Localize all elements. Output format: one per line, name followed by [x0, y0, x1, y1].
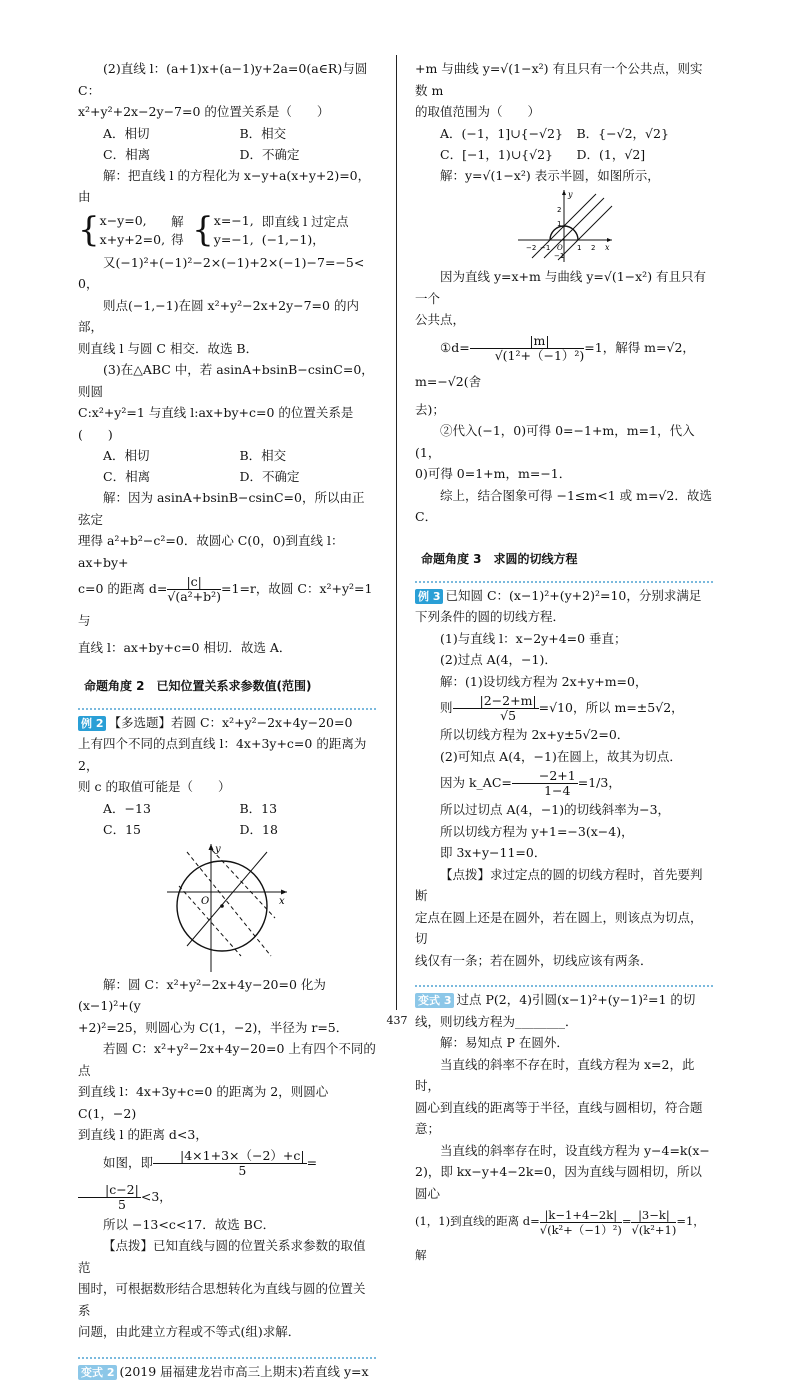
denominator: √(k²+1) — [631, 1223, 676, 1237]
tick-2: 2 — [591, 244, 595, 252]
semicircle-figure — [514, 188, 614, 264]
numerator: |k−1+4−2k| — [540, 1208, 622, 1223]
example-3-tag: 例 3 — [415, 589, 443, 604]
circle-lines-figure — [167, 842, 287, 972]
equals-sign: = — [622, 1214, 632, 1228]
var2-solution-4 — [415, 331, 713, 399]
ex3-condition-2: (2)过点 A(4，−1)． — [415, 649, 713, 671]
origin-label: O — [201, 896, 209, 907]
origin-label: O — [557, 244, 563, 252]
system-eq-2: x+y+2=0, — [100, 230, 165, 249]
ex2-stem-text: 【多选题】若圆 C：x²+y²−2x+4y−20=0 — [108, 715, 352, 730]
y-axis-arrow — [562, 190, 566, 195]
ex3-solution-5 — [415, 767, 713, 799]
system-sol-2: y=−1, — [214, 230, 254, 249]
tip-1: 【点拨】已知直线与圆的位置关系求参数的取值范 — [78, 1235, 376, 1278]
ex3-stem-cont: 下列条件的圆的切线方程． — [415, 606, 713, 628]
ex3-solution-1: 解：(1)设切线方程为 2x+y+m=0， — [415, 671, 713, 693]
ex3-solution-2-tail: =√10，所以 m=±5√2， — [539, 700, 684, 715]
option-b: B．相交 — [240, 123, 377, 144]
ex2-stem — [78, 712, 376, 734]
var3-solution-6-tail: =1，解 — [415, 1214, 705, 1262]
q2-options — [103, 123, 376, 144]
ex3-solution-3: 所以切线方程为 2x+y±5√2=0． — [415, 724, 713, 746]
tick-neg1: −1 — [540, 244, 550, 252]
var2-distance-fraction — [470, 334, 585, 363]
ex2-solution-5: 到直线 l 的距离 d<3， — [78, 1124, 376, 1146]
q2-solution-1: 解：把直线 l 的方程化为 x−y+a(x+y+2)=0，由 — [78, 165, 376, 208]
denominator: √(a²+b²) — [167, 590, 221, 604]
tip-2: 定点在圆上还是在圆外，若在圆上，则该点为切点，切 — [415, 907, 713, 950]
ex3-solution-2 — [415, 692, 713, 724]
denominator: 5 — [78, 1198, 141, 1212]
example-3-box — [415, 581, 713, 628]
ex2-distance-fraction — [153, 1149, 307, 1178]
ex2-solution-2: +2)²=25，则圆心为 C(1，−2)，半径为 r=5． — [78, 1017, 376, 1039]
slope-result: =1/3， — [578, 775, 621, 790]
var2-stem-cont: +m 与曲线 y=√(1−x²) 有且只有一个公共点，则实数 m — [415, 58, 713, 101]
x-label: x — [279, 896, 285, 907]
numerator: |3−k| — [631, 1208, 676, 1223]
ex2-solution-6-lead: 如图，即 — [103, 1155, 153, 1170]
q2-solution-3: 0， — [78, 273, 376, 295]
var2-solution-8: 综上，结合图象可得 −1≤m<1 或 m=√2．故选 C． — [415, 485, 713, 528]
var2-solution-6: ②代入(−1，0)可得 0=−1+m，m=1，代入(1， — [415, 420, 713, 463]
numerator: |c| — [167, 575, 221, 590]
ex2-stem-cont-2: 则 c 的取值可能是（ ） — [78, 776, 376, 798]
ex3-distance-fraction — [453, 694, 539, 723]
y-label: y — [567, 190, 573, 199]
tick-y1: 1 — [557, 220, 561, 228]
option-a: A．相切 — [103, 445, 240, 466]
var3-solution-5: 2)，即 kx−y+4−2k=0，因为直线与圆相切，所以圆心 — [415, 1161, 713, 1204]
option-b: B．相交 — [240, 445, 377, 466]
q2-stem-cont: x²+y²+2x−2y−7=0 的位置关系是（ ） — [78, 101, 376, 123]
ex2-solution-7: 所以 −13<c<17．故选 BC． — [78, 1214, 376, 1236]
example-2-tag: 例 2 — [78, 716, 106, 731]
var3-distance-label: (1，1)到直线的距离 d= — [415, 1214, 540, 1228]
x-axis-arrow — [607, 238, 612, 242]
section-heading-2: 命题角度 2 已知位置关系求参数值(范围) — [84, 677, 376, 694]
var3-stem-cont: 线，则切线方程为________． — [415, 1011, 713, 1033]
option-a: A．−13 — [103, 798, 240, 819]
line-through-1 — [558, 206, 612, 260]
system-solve-label: 解得 — [171, 212, 190, 248]
q3-solution-2: 理得 a²+b²−c²=0．故圆心 C(0，0)到直线 l：ax+by+ — [78, 530, 376, 573]
var2-distance-result: =1，解得 m=√2，m=−√2(舍 — [415, 340, 695, 389]
var2-stem-cont-2: 的取值范围为（ ） — [415, 101, 713, 123]
denominator: √5 — [453, 709, 539, 723]
option-c: C．相离 — [103, 144, 240, 165]
var3-distance-fraction — [540, 1208, 622, 1237]
system-conclusion: 即直线 l 过定点(−1,−1)， — [262, 212, 376, 248]
ex3-solution-8: 即 3x+y−11=0． — [415, 842, 713, 864]
numerator: |4×1+3×（−2）+c| — [153, 1149, 307, 1164]
ex2-solution-4: 到直线 l：4x+3y+c=0 的距离为 2，则圆心 C(1，−2) — [78, 1081, 376, 1124]
var2-solution-2: 因为直线 y=x+m 与曲线 y=√(1−x²) 有且只有一个 — [415, 266, 713, 309]
denominator: √(k²+（−1）²) — [540, 1223, 622, 1237]
var3-stem-text: 过点 P(2，4)引圆(x−1)²+(y−1)²=1 的切 — [456, 992, 695, 1007]
q3-solution-3 — [78, 573, 376, 637]
q3-stem: (3)在△ABC 中，若 asinA+bsinB−csinC=0，则圆 — [78, 359, 376, 402]
q3-distance-label: c=0 的距离 d= — [78, 581, 167, 596]
q2-solution-2: 又(−1)²+(−1)²−2×(−1)+2×(−1)−7=−5< — [78, 252, 376, 274]
tip-3: 线仅有一条；若在圆外，切线应该有两条． — [415, 950, 713, 972]
option-d: D．(1，√2] — [577, 144, 714, 165]
var3-solution-6 — [415, 1204, 713, 1272]
variant-2-tag: 变式 2 — [78, 1365, 117, 1380]
q3-stem-cont: C:x²+y²=1 与直线 l:ax+by+c=0 的位置关系是( ) — [78, 402, 376, 445]
tick-yneg1: −1 — [554, 252, 564, 260]
q2-solution-4: 则点(−1,−1)在圆 x²+y²−2x+2y−7=0 的内部， — [78, 295, 376, 338]
numerator: |m| — [470, 334, 585, 349]
tick-y2: 2 — [557, 206, 561, 214]
ex2-options-2 — [103, 819, 376, 840]
ex3-solution-7: 所以切线方程为 y+1=−3(x−4)， — [415, 821, 713, 843]
ex3-solution-6: 所以过切点 A(4，−1)的切线斜率为−3， — [415, 799, 713, 821]
left-column — [78, 58, 376, 1382]
q2-solution-5: 则直线 l 与圆 C 相交．故选 B． — [78, 338, 376, 360]
var2-options — [440, 123, 713, 144]
system-eq-1: x−y=0, — [100, 211, 165, 230]
denominator: 1−4 — [512, 784, 578, 798]
var3-solution-2: 当直线的斜率不存在时，直线方程为 x=2，此时， — [415, 1054, 713, 1097]
q3-options-2 — [103, 466, 376, 487]
right-column — [415, 58, 713, 1272]
option-b: B．{−√2，√2} — [577, 123, 714, 144]
slope-label: 因为 k_AC= — [440, 775, 512, 790]
q3-solution-1: 解：因为 asinA+bsinB−csinC=0，所以由正弦定 — [78, 487, 376, 530]
option-c: C．相离 — [103, 466, 240, 487]
var3-solution-4: 当直线的斜率存在时，设直线方程为 y−4=k(x− — [415, 1140, 713, 1162]
var2-stem — [78, 1361, 376, 1382]
tip-3: 问题，由此建立方程或不等式(组)求解． — [78, 1321, 376, 1343]
ex3-stem-text: 已知圆 C：(x−1)²+(y+2)²=10，分别求满足 — [445, 588, 701, 603]
ex2-solution-6 — [78, 1146, 376, 1214]
option-c: C．15 — [103, 819, 240, 840]
var2-solution-7: 0)可得 0=1+m，m=−1． — [415, 463, 713, 485]
ex3-solution-4: (2)可知点 A(4，−1)在圆上，故其为切点． — [415, 746, 713, 768]
y-axis-arrow — [209, 844, 214, 850]
tip-2: 围时，可根据数形结合思想转化为直线与圆的位置关系 — [78, 1278, 376, 1321]
dashed-line-2 — [212, 850, 275, 918]
var3-solution-1: 解：易知点 P 在圆外． — [415, 1032, 713, 1054]
q2-options-2 — [103, 144, 376, 165]
var2-solution-5: 去)； — [415, 399, 713, 421]
option-d: D．不确定 — [240, 144, 377, 165]
ex2-solution-3: 若圆 C：x²+y²−2x+4y−20=0 上有四个不同的点 — [78, 1038, 376, 1081]
numerator: −2+1 — [512, 769, 578, 784]
q2-system: { x−y=0, x+y+2=0, 解得 { x=−1, y=−1, 即直线 l 过定点(−1,−1)， — [78, 208, 376, 252]
page-number: 437 — [0, 1014, 794, 1027]
var3-solution-3: 圆心到直线的距离等于半径，直线与圆相切，符合题意； — [415, 1097, 713, 1140]
option-d: D．18 — [240, 819, 377, 840]
x-axis-arrow — [281, 889, 287, 894]
x-label: x — [605, 243, 610, 252]
variant-2-box — [78, 1357, 376, 1382]
tick-neg2: −2 — [526, 244, 536, 252]
ex3-solution-2-lead: 则 — [440, 700, 453, 715]
option-d: D．不确定 — [240, 466, 377, 487]
var3-simplified-fraction — [631, 1208, 676, 1237]
ex2-stem-cont: 上有四个不同的点到直线 l：4x+3y+c=0 的距离为 2， — [78, 733, 376, 776]
denominator: √(1²+（−1）²) — [470, 349, 585, 363]
ex3-stem — [415, 585, 713, 607]
q3-solution-4: 直线 l：ax+by+c=0 相切．故选 A． — [78, 637, 376, 659]
var2-options-2 — [440, 144, 713, 165]
option-b: B．13 — [240, 798, 377, 819]
y-label: y — [214, 844, 221, 855]
var2-stem-text: (2019 届福建龙岩市高三上期末)若直线 y=x — [119, 1364, 368, 1379]
tick-1: 1 — [577, 244, 581, 252]
ex3-condition-1: (1)与直线 l：x−2y+4=0 垂直； — [415, 628, 713, 650]
var2-solution-1: 解：y=√(1−x²) 表示半圆，如图所示， — [415, 165, 713, 187]
variant-3-tag: 变式 3 — [415, 993, 454, 1008]
option-a: A．(−1，1]∪{−√2} — [440, 123, 577, 144]
q3-distance-result: =1=r，故圆 C：x²+y²=1 与 — [78, 581, 372, 628]
dashed-line-3 — [179, 886, 241, 956]
q3-options — [103, 445, 376, 466]
section-heading-3: 命题角度 3 求圆的切线方程 — [421, 550, 713, 567]
equals-sign: = — [307, 1155, 317, 1170]
option-a: A．相切 — [103, 123, 240, 144]
ex2-simplified-fraction — [78, 1183, 141, 1212]
q2-stem: (2)直线 l：(a+1)x+(a−1)y+2a=0(a∈R)与圆 C： — [78, 58, 376, 101]
tip-1: 【点拨】求过定点的圆的切线方程时，首先要判断 — [415, 864, 713, 907]
var2-distance-label: ①d= — [440, 340, 470, 355]
inequality-tail: <3， — [141, 1189, 172, 1204]
example-2-box — [78, 708, 376, 840]
system-sol-1: x=−1, — [214, 211, 254, 230]
var2-solution-3: 公共点， — [415, 309, 713, 331]
var3-stem — [415, 989, 713, 1011]
numerator: |2−2+m| — [453, 694, 539, 709]
option-c: C．[−1，1)∪{√2} — [440, 144, 577, 165]
numerator: |c−2| — [78, 1183, 141, 1198]
column-divider — [396, 55, 397, 1010]
slope-fraction — [512, 769, 578, 798]
ex2-solution-1: 解：圆 C：x²+y²−2x+4y−20=0 化为(x−1)²+(y — [78, 974, 376, 1017]
denominator: 5 — [153, 1164, 307, 1178]
q3-distance-fraction — [167, 575, 221, 604]
ex2-options — [103, 798, 376, 819]
